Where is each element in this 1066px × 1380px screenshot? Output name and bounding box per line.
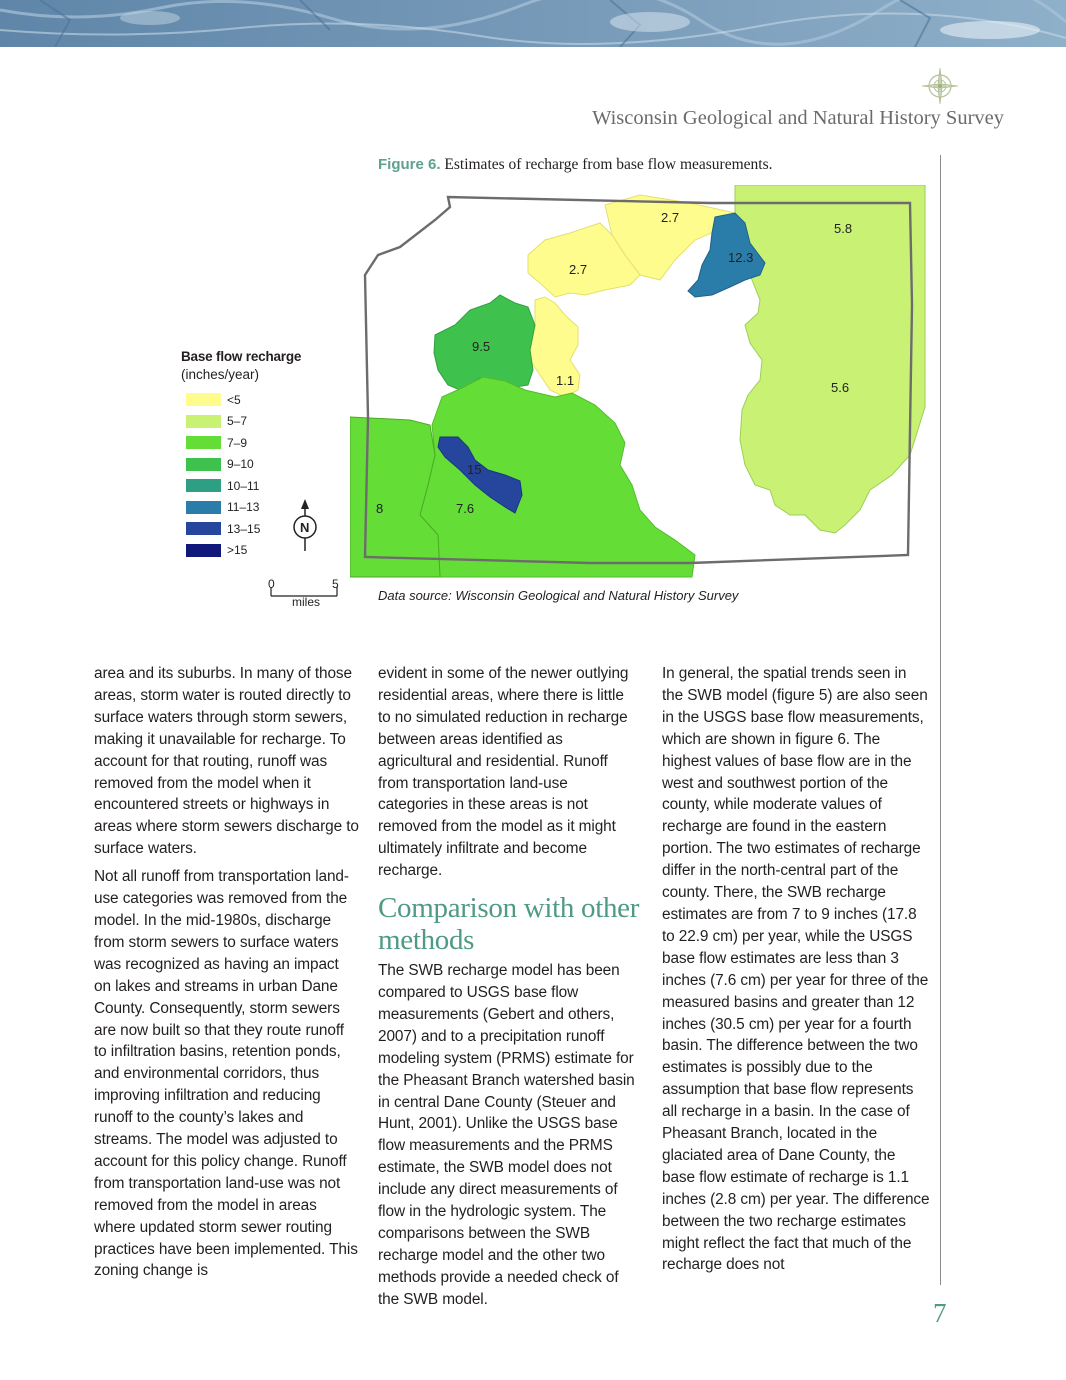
label-southwest: 7.6 xyxy=(456,501,475,516)
legend-units: (inches/year) xyxy=(181,367,260,382)
legend-swatch xyxy=(186,522,221,535)
legend-item xyxy=(181,540,301,562)
basin-southwest xyxy=(420,377,695,577)
legend-title: Base flow recharge xyxy=(181,349,302,364)
header-banner-image xyxy=(0,0,1066,47)
legend-label: 11–13 xyxy=(227,500,260,515)
legend-item xyxy=(181,497,301,519)
legend-swatch xyxy=(186,544,221,557)
figure-caption-text: Estimates of recharge from base flow measurements. xyxy=(444,156,773,173)
paragraph: In general, the spatial trends seen in the SWB model (figure 5) are also seen in the USGS base flow measurements, which are shown in figure 6. The highest values of base flow are in the west and southwest portion of the county, while moderate values of recharge are found in the eastern portion. The two estimates of recharge differ in the north-central part of the county. There, the SWB recharge estimates are from 7 to 9 inches (17.8 to 22.9 cm) per year, while the USGS base flow estimates are less than 3 inches (7.6 cm) per year for three of the measured basins and greater than 12 inches (30.5 cm) per year for a fourth basin. The difference between the two estimates is possibly due to the assumption that base flow represents all recharge in a basin. In the case of Pheasant Branch, located in the glaciated area of Dane County, the base flow estimate of recharge is 1.1 inches (2.8 cm) per year. The difference between the two recharge estimates might reflect the fact that much of the recharge does not xyxy=(662,665,930,1274)
legend-swatch xyxy=(186,501,221,514)
scale-end: 5 xyxy=(332,577,339,591)
legend-item xyxy=(181,518,301,540)
label-pheasant-branch: 1.1 xyxy=(556,373,575,388)
figure-caption xyxy=(378,156,773,174)
legend-item xyxy=(181,454,301,476)
legend-label: 7–9 xyxy=(227,435,248,450)
label-northeast: 12.3 xyxy=(728,250,754,265)
text-column-1 xyxy=(94,663,359,1288)
legend-swatch xyxy=(186,436,221,449)
page-number: 7 xyxy=(933,1298,947,1328)
legend-label: 13–15 xyxy=(227,521,261,536)
paragraph: The SWB recharge model has been compared to USGS base flow measurements (Gebert and others, 2007) and to a precipitation runoff modeling system (PRMS) estimate for the Pheasant Branch watershed basin in central Dane County (Steuer and Hunt, 2001). Unlike the USGS base flow measurements and the PRMS estimate, the SWB model does not include any direct measurements of flow in the hydrologic system. The comparisons between the SWB recharge model and the other two methods provide a needed check of the SWB model. xyxy=(378,962,635,1308)
legend-label: >15 xyxy=(227,543,248,558)
legend-item xyxy=(181,475,301,497)
legend-label: 5–7 xyxy=(227,414,248,429)
label-west: 8 xyxy=(376,501,384,516)
legend-label: 9–10 xyxy=(227,457,254,472)
north-label: N xyxy=(300,520,310,535)
basin-east xyxy=(730,185,925,533)
legend-swatch xyxy=(186,479,221,492)
figure-label: Figure 6. xyxy=(378,156,441,173)
legend-item xyxy=(181,432,301,454)
label-north-a: 2.7 xyxy=(661,210,680,225)
text-column-3 xyxy=(662,663,930,1282)
label-southwest-center: 15 xyxy=(467,462,482,477)
label-east-north: 5.8 xyxy=(834,221,853,236)
publisher-header: Wisconsin Geological and Natural History Survey xyxy=(592,107,1004,129)
label-north-b: 2.7 xyxy=(569,262,588,277)
section-heading: Comparison with other methods xyxy=(378,892,640,957)
label-east-south: 5.6 xyxy=(831,380,850,395)
column-divider xyxy=(940,155,941,1285)
legend-label: 10–11 xyxy=(227,478,260,493)
paragraph: evident in some of the newer outlying residential areas, where there is little to no simulated reduction in recharge between areas identified as agricultural and residential. Runoff from transportation land-use categories in these areas is not removed from the model as it might ultimately infiltrate and become recharge. xyxy=(378,665,629,880)
label-west-north: 9.5 xyxy=(472,339,491,354)
compass-rose-icon xyxy=(921,67,959,105)
legend-item xyxy=(181,389,301,411)
legend-swatch xyxy=(186,458,221,471)
legend-swatch xyxy=(186,393,221,406)
north-arrow-icon xyxy=(291,497,319,553)
recharge-map xyxy=(350,185,930,580)
legend-swatch xyxy=(186,415,221,428)
paragraph: Not all runoff from transportation land-use categories was removed from the model. In the mid-1980s, discharge from storm sewers to surface waters was recognized as having an impact on lakes and streams in urban Dane County. Consequently, storm sewers are now built so that they route runoff to infiltration basins, retention ponds, and environmental corridors, thus improving infiltration and reducing runoff to the county’s lakes and streams. The model was adjusted to account for this policy change. Runoff from transportation land-use was not removed from the model in areas where updated storm sewer routing practices have been implemented. This zoning change is xyxy=(94,868,358,1280)
legend-label: <5 xyxy=(227,392,241,407)
legend-item xyxy=(181,411,301,433)
map-legend xyxy=(181,349,301,561)
paragraph: area and its suburbs. In many of those areas, storm water is routed directly to surface waters through storm sewers, making it unavailable for recharge. To account for that routing, runoff was removed from the model when it encountered streets or highways in areas where storm sewers discharge to surface waters. xyxy=(94,665,359,858)
scale-unit: miles xyxy=(292,595,321,609)
text-column-2 xyxy=(378,663,640,1317)
scale-start: 0 xyxy=(268,577,275,591)
data-source-note: Data source: Wisconsin Geological and Natural History Survey xyxy=(378,588,739,603)
